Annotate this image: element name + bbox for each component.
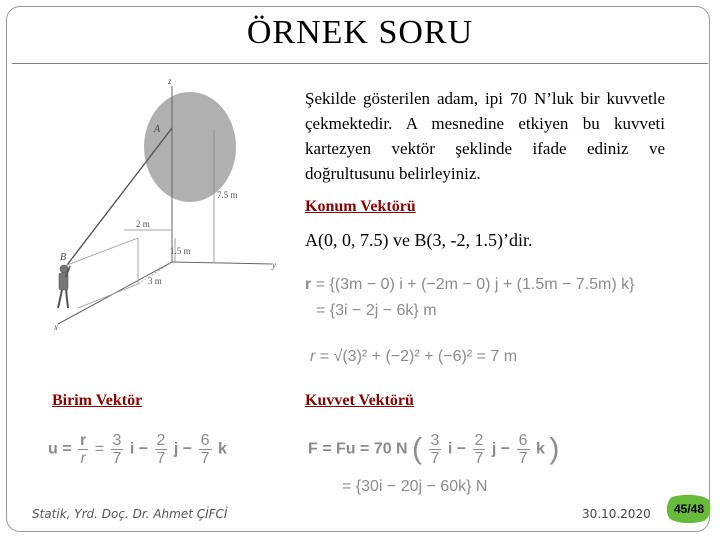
- u-eq-sign: =: [94, 440, 105, 458]
- x-axis-label: x: [54, 322, 58, 332]
- F-lhs: F = Fu = 70 N: [308, 440, 408, 458]
- open-paren: (: [412, 432, 423, 466]
- frac-den: 7: [474, 450, 484, 467]
- F-i-term: i −: [447, 440, 467, 458]
- F-fraction-j: [473, 432, 486, 467]
- position-vector-line1: [305, 276, 634, 294]
- title-divider: [12, 63, 708, 64]
- guide-line: [78, 284, 138, 308]
- footer-author: Statik, Yrd. Doç. Dr. Ahmet ÇİFCİ: [32, 507, 228, 521]
- u-fraction-j: [155, 432, 168, 467]
- unit-vector-heading: Birim Vektör: [52, 392, 143, 409]
- frac-den: 7: [430, 450, 440, 467]
- u-i-term: i −: [129, 440, 149, 458]
- dim-7-5-label: 7.5 m: [217, 190, 238, 200]
- position-vector-heading: Konum Vektörü: [305, 198, 416, 215]
- frac-num: 6: [518, 432, 528, 449]
- unit-vector-equation: [48, 432, 227, 467]
- close-paren: ): [549, 432, 560, 466]
- u-fraction-k: [199, 432, 212, 467]
- frac-den: 7: [156, 450, 166, 467]
- rope: [67, 128, 172, 265]
- frac-den: 7: [200, 450, 210, 467]
- F-fraction-i: [429, 432, 442, 467]
- r-mag-symbol: r: [310, 348, 316, 365]
- frac-num: 2: [156, 432, 166, 449]
- force-vector-result: = {30i − 20j − 60k} N: [342, 478, 488, 495]
- r-line1-rhs: = {(3m − 0) i + (−2m − 0) j + (1.5m − 7.5m) k}: [315, 276, 635, 293]
- point-b-label: B: [60, 252, 67, 263]
- r-over-r-fraction: [78, 432, 88, 467]
- r-mag-rhs: = √(3)² + (−2)² + (−6)² = 7 m: [319, 348, 518, 365]
- frac-den: 7: [112, 450, 122, 467]
- y-axis: [172, 262, 272, 264]
- u-lhs: u =: [48, 440, 72, 458]
- r-symbol: r: [305, 276, 312, 293]
- man-figure: [58, 265, 70, 308]
- point-coordinates: A(0, 0, 7.5) ve B(3, -2, 1.5)’dir.: [305, 230, 533, 250]
- frac-num: 6: [200, 432, 210, 449]
- force-vector-heading: Kuvvet Vektörü: [305, 392, 414, 409]
- position-vector-line2: = {3i − 2j − 6k} m: [316, 302, 437, 319]
- frac-num: 3: [430, 432, 440, 449]
- frac-num: r: [80, 432, 87, 449]
- frac-num: 2: [474, 432, 484, 449]
- dim-1-5-label: 1.5 m: [170, 246, 191, 256]
- F-j-term: j −: [491, 440, 511, 458]
- page-number: 45/48: [673, 502, 705, 516]
- z-axis-label: z: [168, 76, 172, 86]
- problem-statement: Şekilde gösterilen adam, ipi 70 N’luk bir kuvvetle çekmektedir. A mesnedine etkiyen bu kuvveti kartezyen vektör şeklinde ifade ediniz ve doğrultusunu belirleyiniz.: [305, 89, 665, 183]
- dim-3-label: 3 m: [148, 276, 162, 286]
- point-a-label: A: [154, 124, 161, 135]
- F-fraction-k: [517, 432, 530, 467]
- slide-title: ÖRNEK SORU: [246, 14, 474, 51]
- footer-date: 30.10.2020: [582, 507, 651, 521]
- frac-den: 7: [518, 450, 528, 467]
- y-axis-label: y: [272, 260, 276, 270]
- position-vector-magnitude: [310, 348, 517, 366]
- frac-den: r: [80, 450, 86, 467]
- F-k-term: k: [535, 440, 545, 458]
- u-fraction-i: [111, 432, 124, 467]
- problem-figure: [40, 72, 288, 342]
- u-k-term: k: [217, 440, 227, 458]
- frac-num: 3: [112, 432, 122, 449]
- u-j-term: j −: [173, 440, 193, 458]
- dim-2-label: 2 m: [136, 219, 150, 229]
- force-vector-equation: [308, 432, 559, 467]
